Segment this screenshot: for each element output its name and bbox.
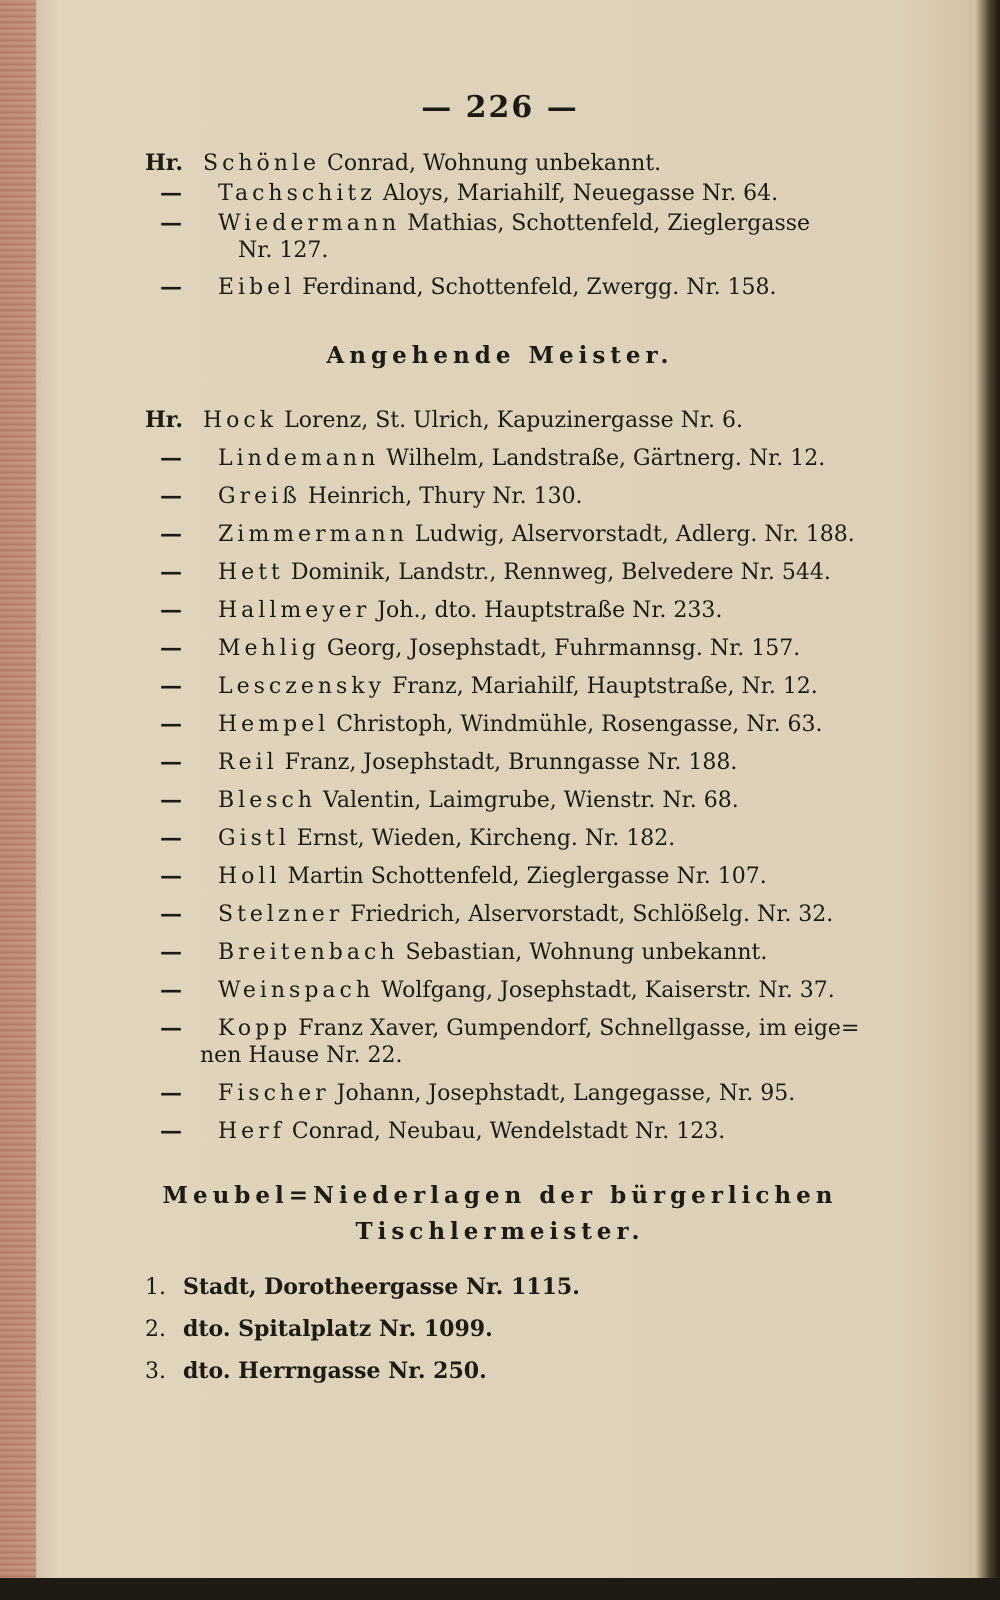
entry-surname: Blesch <box>218 788 317 813</box>
entry-surname: Holl <box>218 864 281 889</box>
entry-surname: Reil <box>218 750 278 775</box>
list-item <box>160 747 737 778</box>
entry-surname: Hempel <box>218 712 330 737</box>
entry-lead: — <box>160 521 182 547</box>
list-item <box>145 1272 580 1303</box>
depot-address: dto. Spitalplatz Nr. 1099. <box>183 1316 493 1342</box>
entry-lead: — <box>160 210 182 236</box>
list-item <box>160 1013 859 1044</box>
entry-surname: Stelzner <box>218 902 344 927</box>
entry-lead: — <box>160 673 182 699</box>
entry-details: Franz, Mariahilf, Hauptstraße, Nr. 12. <box>392 674 818 699</box>
list-item <box>145 405 743 436</box>
entry-lead: — <box>160 180 182 206</box>
entry-surname: Mehlig <box>218 636 320 661</box>
entry-lead: — <box>160 274 182 300</box>
list-item <box>160 1078 795 1109</box>
entry-lead: — <box>160 711 182 737</box>
entry-details: Dominik, Landstr., Rennweg, Belvedere Nr. 544. <box>290 560 831 585</box>
list-item <box>160 272 777 303</box>
depot-number: 2. <box>145 1317 166 1342</box>
entry-details: Ferdinand, Schottenfeld, Zwergg. Nr. 158. <box>302 275 777 300</box>
entry-details: Wolfgang, Josephstadt, Kaiserstr. Nr. 37. <box>381 978 835 1003</box>
entry-surname: Greiß <box>218 484 301 509</box>
entry-lead: — <box>160 635 182 661</box>
section-heading-depots-line2: Tischlermeister. <box>355 1218 645 1245</box>
entry-lead: Hr. <box>145 407 184 433</box>
entry-details: Mathias, Schottenfeld, Zieglergasse <box>407 211 811 236</box>
list-item <box>160 861 767 892</box>
entry-lead: — <box>160 787 182 813</box>
entry-lead: — <box>160 445 182 471</box>
entry-surname: Schönle <box>203 151 321 176</box>
entry-surname: Gistl <box>218 826 290 851</box>
entry-surname: Eibel <box>218 275 296 300</box>
entry-lead: — <box>160 559 182 585</box>
entry-details: Christoph, Windmühle, Rosengasse, Nr. 63. <box>336 712 823 737</box>
entry-surname: Weinspach <box>218 978 375 1003</box>
entry-details: Heinrich, Thury Nr. 130. <box>307 484 583 509</box>
entry-details: Johann, Josephstadt, Langegasse, Nr. 95. <box>336 1081 796 1106</box>
section-heading-meister: Angehende Meister. <box>326 342 674 369</box>
page-number: — 226 — <box>421 90 579 125</box>
entry-surname: Wiedermann <box>218 211 401 236</box>
list-item <box>160 975 835 1006</box>
entry-surname: Hett <box>218 560 284 585</box>
entry-lead: — <box>160 1080 182 1106</box>
page-bottom-edge <box>0 1578 1000 1600</box>
entry-lead: Hr. <box>145 150 184 176</box>
entry-surname: Hock <box>203 408 278 433</box>
list-item <box>160 208 810 239</box>
entry-lead: — <box>160 901 182 927</box>
entry-details: Friedrich, Alservorstadt, Schlößelg. Nr. 32. <box>350 902 834 927</box>
book-spine-edge <box>0 0 36 1600</box>
entry-lead: — <box>160 863 182 889</box>
entry-surname: Herf <box>218 1119 285 1144</box>
list-item <box>160 443 825 474</box>
entry-details: Franz Xaver, Gumpendorf, Schnellgasse, im eige= <box>298 1016 860 1041</box>
list-item <box>160 519 855 550</box>
entry-details: Joh., dto. Hauptstraße Nr. 233. <box>377 598 723 623</box>
depot-number: 1. <box>145 1275 166 1300</box>
list-item <box>160 633 800 664</box>
entry-surname: Fischer <box>218 1081 330 1106</box>
entry-details: Conrad, Neubau, Wendelstadt Nr. 123. <box>291 1119 726 1144</box>
section-heading-depots: Meubel=Niederlagen der bürgerlichen <box>162 1182 838 1209</box>
entry-details: Martin Schottenfeld, Zieglergasse Nr. 107. <box>287 864 767 889</box>
list-item <box>160 899 833 930</box>
entry-details: Ludwig, Alservorstadt, Adlerg. Nr. 188. <box>414 522 855 547</box>
entry-lead: — <box>160 1015 182 1041</box>
entry-details: Conrad, Wohnung unbekannt. <box>327 151 662 176</box>
entry-surname: Breitenbach <box>218 940 399 965</box>
entry-details: Georg, Josephstadt, Fuhrmannsg. Nr. 157. <box>326 636 801 661</box>
entry-details: Sebastian, Wohnung unbekannt. <box>405 940 768 965</box>
entry-lead: — <box>160 597 182 623</box>
list-item <box>145 148 661 179</box>
entry-details: Ernst, Wieden, Kircheng. Nr. 182. <box>296 826 676 851</box>
entry-surname: Tachschitz <box>218 181 376 206</box>
list-item <box>160 709 823 740</box>
depot-address: dto. Herrngasse Nr. 250. <box>183 1358 487 1384</box>
entry-details: Wilhelm, Landstraße, Gärtnerg. Nr. 12. <box>386 446 826 471</box>
list-item <box>160 1116 725 1147</box>
entry-lead: — <box>160 749 182 775</box>
list-item <box>160 481 583 512</box>
depot-address: Stadt, Dorotheergasse Nr. 1115. <box>183 1274 580 1300</box>
entry-continuation: Nr. 127. <box>238 238 329 263</box>
entry-lead: — <box>160 825 182 851</box>
entry-lead: — <box>160 977 182 1003</box>
entry-lead: — <box>160 483 182 509</box>
list-item <box>160 785 739 816</box>
entry-surname: Lesczensky <box>218 674 386 699</box>
list-item <box>145 1314 493 1345</box>
entry-details: Franz, Josephstadt, Brunngasse Nr. 188. <box>284 750 738 775</box>
entry-details: Aloys, Mariahilf, Neuegasse Nr. 64. <box>382 181 779 206</box>
entry-details: Valentin, Laimgrube, Wienstr. Nr. 68. <box>323 788 739 813</box>
entry-continuation: nen Hause Nr. 22. <box>200 1043 403 1068</box>
entry-lead: — <box>160 939 182 965</box>
list-item <box>145 1356 487 1387</box>
list-item <box>160 937 767 968</box>
list-item <box>160 557 831 588</box>
list-item <box>160 671 818 702</box>
entry-lead: — <box>160 1118 182 1144</box>
list-item <box>160 178 778 209</box>
entry-surname: Zimmermann <box>218 522 408 547</box>
entry-surname: Kopp <box>218 1016 292 1041</box>
entry-surname: Lindemann <box>218 446 380 471</box>
list-item <box>160 595 722 626</box>
entry-surname: Hallmeyer <box>218 598 371 623</box>
depot-number: 3. <box>145 1359 166 1384</box>
list-item <box>160 823 675 854</box>
entry-details: Lorenz, St. Ulrich, Kapuzinergasse Nr. 6. <box>284 408 743 433</box>
